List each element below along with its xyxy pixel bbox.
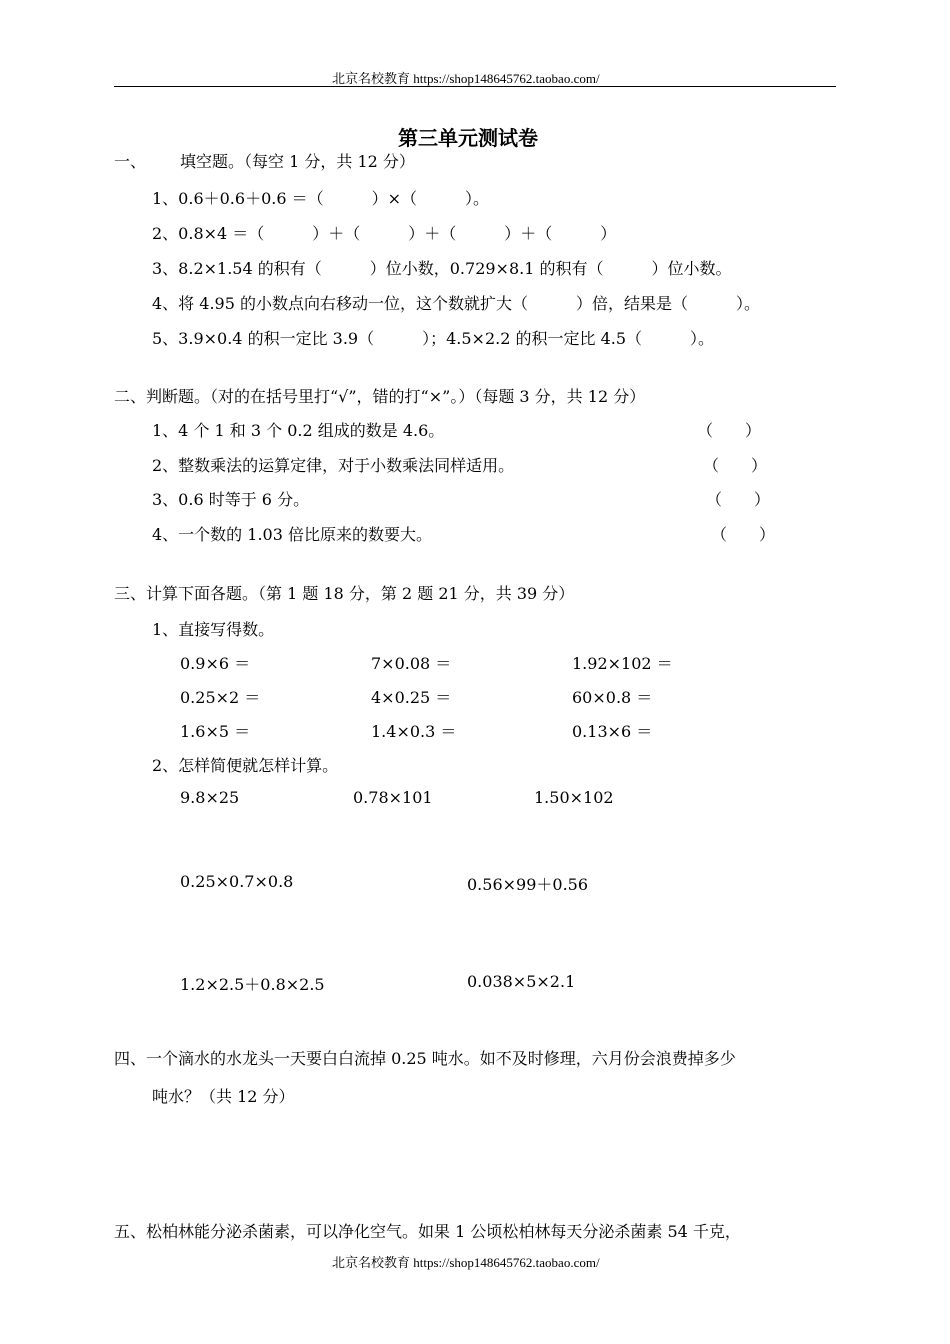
header-rule xyxy=(114,86,836,87)
section5-line1: 五、松柏林能分泌杀菌素，可以净化空气。如果 1 公顷松柏林每天分泌杀菌素 54 千克， xyxy=(114,1222,741,1241)
direct-calc-item: 1.92×102 ＝ xyxy=(572,654,673,673)
direct-calc-item: 0.9×6 ＝ xyxy=(180,654,251,673)
section1-heading: 填空题。（每空 1 分，共 12 分） xyxy=(180,152,415,171)
direct-calc-item: 60×0.8 ＝ xyxy=(572,688,653,707)
section1-number: 一、 xyxy=(114,152,147,171)
section3-heading: 三、计算下面各题。（第 1 题 18 分，第 2 题 21 分，共 39 分） xyxy=(114,584,575,603)
direct-calc-item: 0.25×2 ＝ xyxy=(180,688,261,707)
direct-calc-item: 1.4×0.3 ＝ xyxy=(371,722,457,741)
section1-item-2: 2、0.8×4 ＝（ ）＋（ ）＋（ ）＋（ ） xyxy=(152,224,617,243)
section2-heading: 二、判断题。（对的在括号里打“√”，错的打“×”。）（每题 3 分，共 12 分） xyxy=(114,387,646,406)
section1-item-1: 1、0.6＋0.6＋0.6 ＝（ ）×（ ）。 xyxy=(152,189,490,208)
section2-answer-paren-3: （ ） xyxy=(706,490,771,509)
section2-item-3: 3、0.6 时等于 6 分。 xyxy=(152,490,310,509)
section1-item-5: 5、3.9×0.4 的积一定比 3.9（ ）；4.5×2.2 的积一定比 4.5（ ）。 xyxy=(152,329,715,348)
direct-calc-item: 0.13×6 ＝ xyxy=(572,722,653,741)
section3-sub1: 1、直接写得数。 xyxy=(152,620,275,639)
section4-line1: 四、一个滴水的水龙头一天要白白流掉 0.25 吨水。如不及时修理，六月份会浪费掉多少 xyxy=(114,1049,736,1068)
section1-item-4: 4、将 4.95 的小数点向右移动一位，这个数就扩大（ ）倍，结果是（ ）。 xyxy=(152,294,760,313)
direct-calc-item: 1.6×5 ＝ xyxy=(180,722,251,741)
direct-calc-item: 4×0.25 ＝ xyxy=(371,688,452,707)
page-title: 第三单元测试卷 xyxy=(398,126,538,150)
section2-answer-paren-4: （ ） xyxy=(711,525,776,544)
section4-line2: 吨水？（共 12 分） xyxy=(152,1087,295,1106)
page-footer: 北京名校教育 https://shop148645762.taobao.com/ xyxy=(332,1255,600,1270)
direct-calc-item: 7×0.08 ＝ xyxy=(371,654,452,673)
simple-calc-item: 0.56×99＋0.56 xyxy=(467,875,589,894)
simple-calc-item: 9.8×25 xyxy=(180,788,240,807)
section2-item-2: 2、整数乘法的运算定律，对于小数乘法同样适用。 xyxy=(152,456,515,475)
section1-item-3: 3、8.2×1.54 的积有（ ）位小数，0.729×8.1 的积有（ ）位小数。 xyxy=(152,259,732,278)
simple-calc-item: 1.50×102 xyxy=(534,788,614,807)
section3-sub2: 2、怎样简便就怎样计算。 xyxy=(152,756,339,775)
page-header: 北京名校教育 https://shop148645762.taobao.com/ xyxy=(332,71,600,86)
section2-answer-paren-1: （ ） xyxy=(697,421,762,440)
section2-item-4: 4、一个数的 1.03 倍比原来的数要大。 xyxy=(152,525,432,544)
simple-calc-item: 0.038×5×2.1 xyxy=(467,972,576,991)
simple-calc-item: 1.2×2.5＋0.8×2.5 xyxy=(180,975,325,994)
simple-calc-item: 0.78×101 xyxy=(353,788,433,807)
section2-answer-paren-2: （ ） xyxy=(703,456,768,475)
simple-calc-item: 0.25×0.7×0.8 xyxy=(180,872,294,891)
section2-item-1: 1、4 个 1 和 3 个 0.2 组成的数是 4.6。 xyxy=(152,421,445,440)
